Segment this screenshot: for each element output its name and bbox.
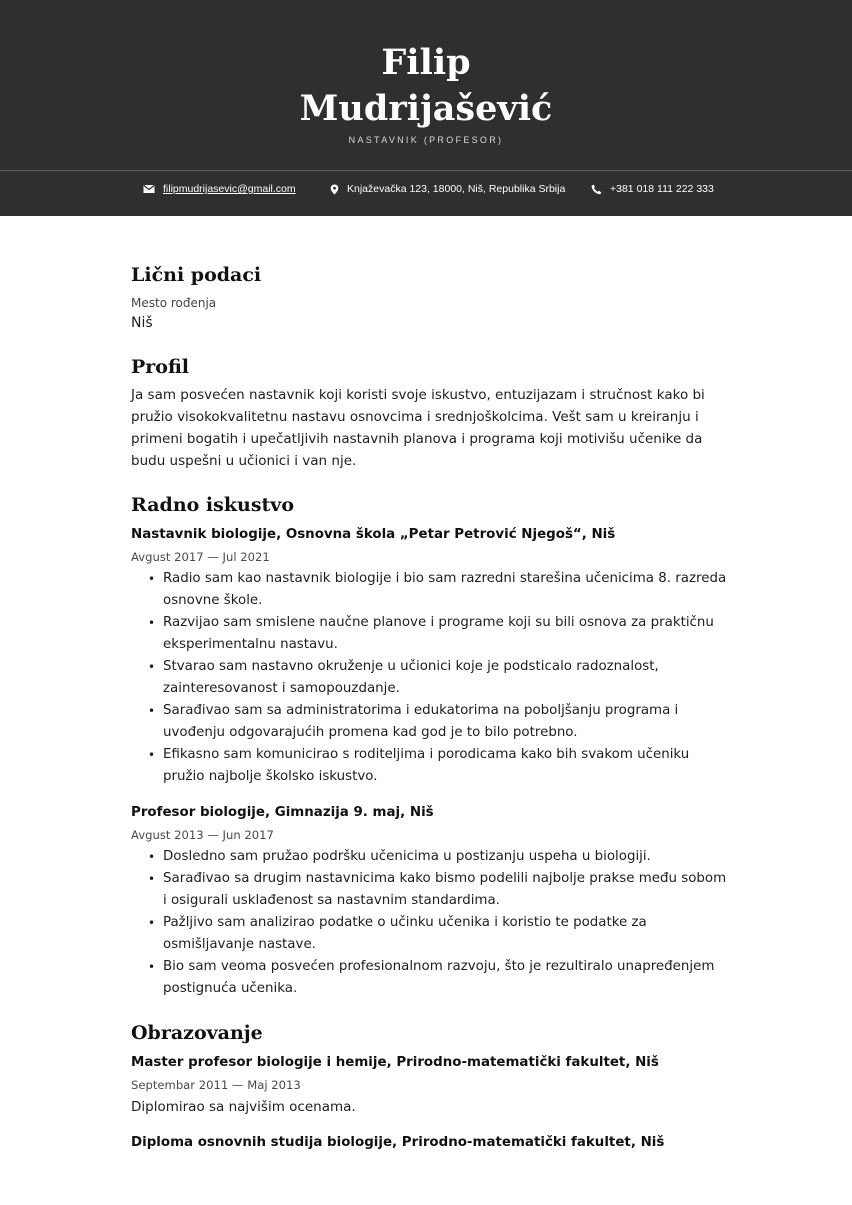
list-item: • Efikasno sam komunicirao s roditeljima i porodicama kako bih svakom učeniku pružio najbolje školsko iskustvo. <box>131 744 731 788</box>
birthplace-value: Niš <box>131 315 153 331</box>
experience-section <box>131 488 731 1000</box>
job-entry <box>131 802 731 1000</box>
education-entry <box>131 1132 731 1154</box>
job-dates: Avgust 2013 — Jun 2017 <box>131 828 274 842</box>
list-item: • Sarađivao sam sa administratorima i edukatorima na poboljšanju programa i uvođenju odgovarajućih promena kad god je to bilo potrebno. <box>131 700 731 744</box>
job-title-heading: Profesor biologije, Gimnazija 9. maj, Niš <box>131 805 434 820</box>
job-bullets <box>131 846 731 1000</box>
degree-heading: Diploma osnovnih studija biologije, Prirodno-matematički fakultet, Niš <box>131 1135 665 1150</box>
personal-section <box>131 258 731 334</box>
list-item: • Sarađivao sa drugim nastavnicima kako bismo podelili najbolje prakse među sobom i osigurali usklađenost sa nastavnim standardima. <box>131 868 731 912</box>
resume-header <box>0 0 852 216</box>
job-bullets <box>131 568 731 788</box>
email-link[interactable]: filipmudrijasevic@gmail.com <box>163 183 296 195</box>
header-divider <box>0 170 852 171</box>
section-title-experience: Radno iskustvo <box>131 494 295 516</box>
list-item: • Radio sam kao nastavnik biologije i bio sam razredni starešina učenicima 8. razreda osnovne škole. <box>131 568 731 612</box>
degree-note: Diplomirao sa najvišim ocenama. <box>131 1099 356 1115</box>
section-title-personal: Lični podaci <box>131 264 262 286</box>
contact-email <box>143 183 296 195</box>
job-entry <box>131 524 731 788</box>
birthplace-label: Mesto rođenja <box>131 296 217 310</box>
last-name: Mudrijašević <box>299 88 553 129</box>
profile-section <box>131 350 731 472</box>
list-item: • Dosledno sam pružao podršku učenicima u postizanju uspeha u biologiji. <box>131 846 731 868</box>
section-title-profile: Profil <box>131 356 190 378</box>
education-entry <box>131 1052 731 1118</box>
job-dates: Avgust 2017 — Jul 2021 <box>131 550 270 564</box>
list-item: • Pažljivo sam analizirao podatke o učinku učenika i koristio te podatke za osmišljavanje nastave. <box>131 912 731 956</box>
resume-body <box>131 258 731 1154</box>
contact-phone <box>591 183 714 195</box>
section-title-education: Obrazovanje <box>131 1022 263 1044</box>
address-text: Knjaževačka 123, 18000, Niš, Republika Srbija <box>347 183 566 195</box>
degree-dates: Septembar 2011 — Maj 2013 <box>131 1078 301 1092</box>
education-section <box>131 1016 731 1154</box>
contact-address <box>330 183 565 195</box>
envelope-icon <box>143 184 155 194</box>
phone-text: +381 018 111 222 333 <box>610 183 714 195</box>
list-item: • Stvarao sam nastavno okruženje u učionici koje je podsticalo radoznalost, zainteresovanost i samopouzdanje. <box>131 656 731 700</box>
job-title: NASTAVNIK (PROFESOR) <box>348 135 504 145</box>
phone-icon <box>591 184 602 195</box>
degree-heading: Master profesor biologije i hemije, Prirodno-matematički fakultet, Niš <box>131 1055 659 1070</box>
job-title-heading: Nastavnik biologije, Osnovna škola „Petar Petrović Njegoš“, Niš <box>131 527 616 542</box>
candidate-name <box>0 40 852 132</box>
location-pin-icon <box>330 184 339 195</box>
list-item: • Bio sam veoma posvećen profesionalnom razvoju, što je rezultiralo unapređenjem postignuća učenika. <box>131 956 731 1000</box>
profile-text: Ja sam posvećen nastavnik koji koristi svoje iskustvo, entuzijazam i stručnost kako bi pružio visokokvalitetnu nastavu osnovcima i srednjoškolcima. Vešt sam u kreiranju i primeni bogatih i upečatljivih nastavnih planova i programa koji motivišu učenike da budu uspešni u učionici i van nje. <box>131 387 705 469</box>
list-item: • Razvijao sam smislene naučne planove i programe koji su bili osnova za praktičnu eksperimentalnu nastavu. <box>131 612 731 656</box>
first-name: Filip <box>381 42 471 83</box>
